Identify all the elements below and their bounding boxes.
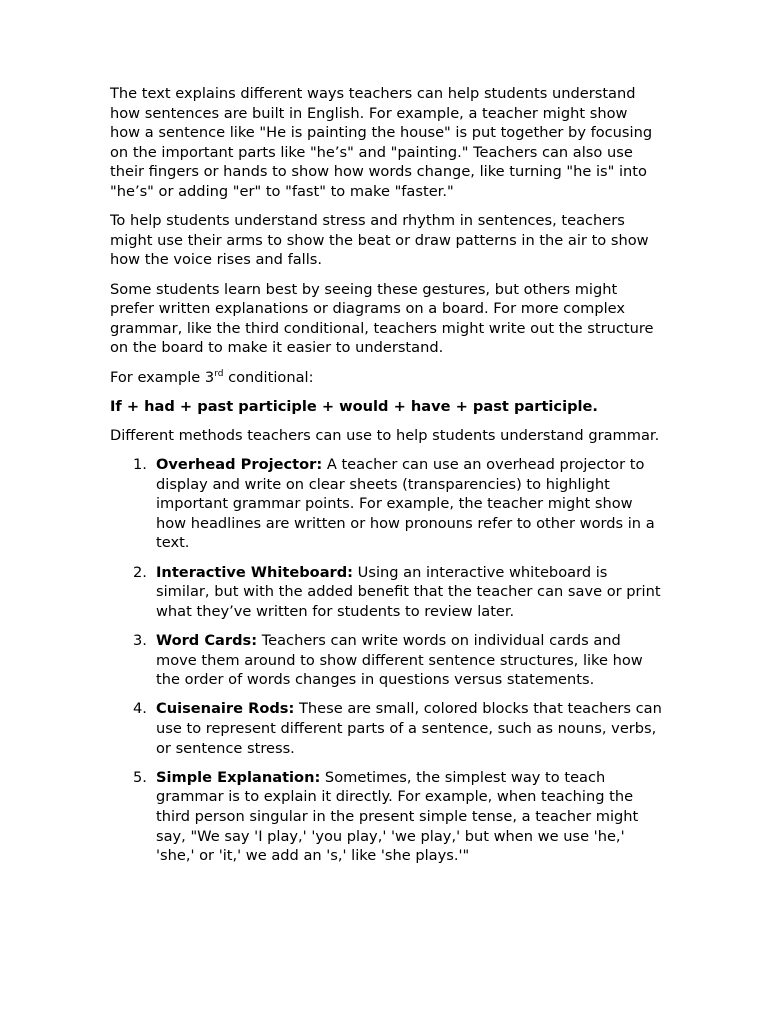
list-item-cuisenaire-rods <box>110 699 662 758</box>
list-number: 4. <box>133 700 147 718</box>
example-superscript: rd <box>214 368 224 379</box>
method-description: These are small, colored blocks that teachers can use to represent different parts of a sentence, such as nouns, verbs, or sentence stress. <box>156 700 662 757</box>
third-conditional-formula: If + had + past participle + would + have + past participle. <box>110 397 598 415</box>
method-term: Simple Explanation: <box>156 768 321 786</box>
method-description: Using an interactive whiteboard is similar, but with the added benefit that the teacher can save or print what they’ve written for students to review later. <box>156 563 661 620</box>
methods-intro: Different methods teachers can use to help students understand grammar. <box>110 426 660 444</box>
method-description: Teachers can write words on individual cards and move them around to show different sentence structures, like how the order of words changes in questions versus statements. <box>156 632 643 689</box>
document-page <box>110 84 662 875</box>
list-item-overhead-projector <box>110 455 662 553</box>
list-item-interactive-whiteboard <box>110 563 662 622</box>
list-number: 3. <box>133 632 147 649</box>
example-suffix: conditional: <box>223 368 314 386</box>
paragraph-stress-rhythm: To help students understand stress and rhythm in sentences, teachers might use their arms to show the beat or draw patterns in the air to show how the voice rises and falls. <box>110 212 649 269</box>
method-description: Sometimes, the simplest way to teach grammar is to explain it directly. For example, when teaching the third person singular in the present simple tense, a teacher might say, "We say 'I play,' 'you play,' 'we play,' but when we use 'he,' 'she,' or 'it,' we add an 's,' like 'she plays.'" <box>156 768 639 865</box>
list-number: 1. <box>133 456 147 474</box>
method-term: Overhead Projector: <box>156 456 323 474</box>
list-item-word-cards <box>110 631 662 690</box>
example-heading <box>110 368 662 388</box>
method-term: Word Cards: <box>156 632 258 649</box>
list-number: 5. <box>133 768 147 786</box>
list-number: 2. <box>133 563 147 581</box>
list-item-simple-explanation <box>110 768 662 866</box>
paragraph-sentence-building: The text explains different ways teachers can help students understand how sentences are built in English. For example, a teacher might show how a sentence like "He is painting the house" is put together by focusing on the important parts like "he’s" and "painting." Teachers can also use their fingers or hands to show how words change, like turning "he is" into "he’s" or adding "er" to "fast" to make "faster." <box>110 85 653 200</box>
paragraph-learning-styles: Some students learn best by seeing these gestures, but others might prefer written explanations or diagrams on a board. For more complex grammar, like the third conditional, teachers might write out the structure on the board to make it easier to understand. <box>110 280 654 357</box>
method-term: Cuisenaire Rods: <box>156 700 295 718</box>
method-description: A teacher can use an overhead projector to display and write on clear sheets (transparencies) to highlight important grammar points. For example, the teacher might show how headlines are written or how pronouns refer to other words in a text. <box>156 456 655 552</box>
method-term: Interactive Whiteboard: <box>156 563 354 581</box>
example-prefix: For example 3 <box>110 368 215 386</box>
methods-list <box>110 455 662 866</box>
